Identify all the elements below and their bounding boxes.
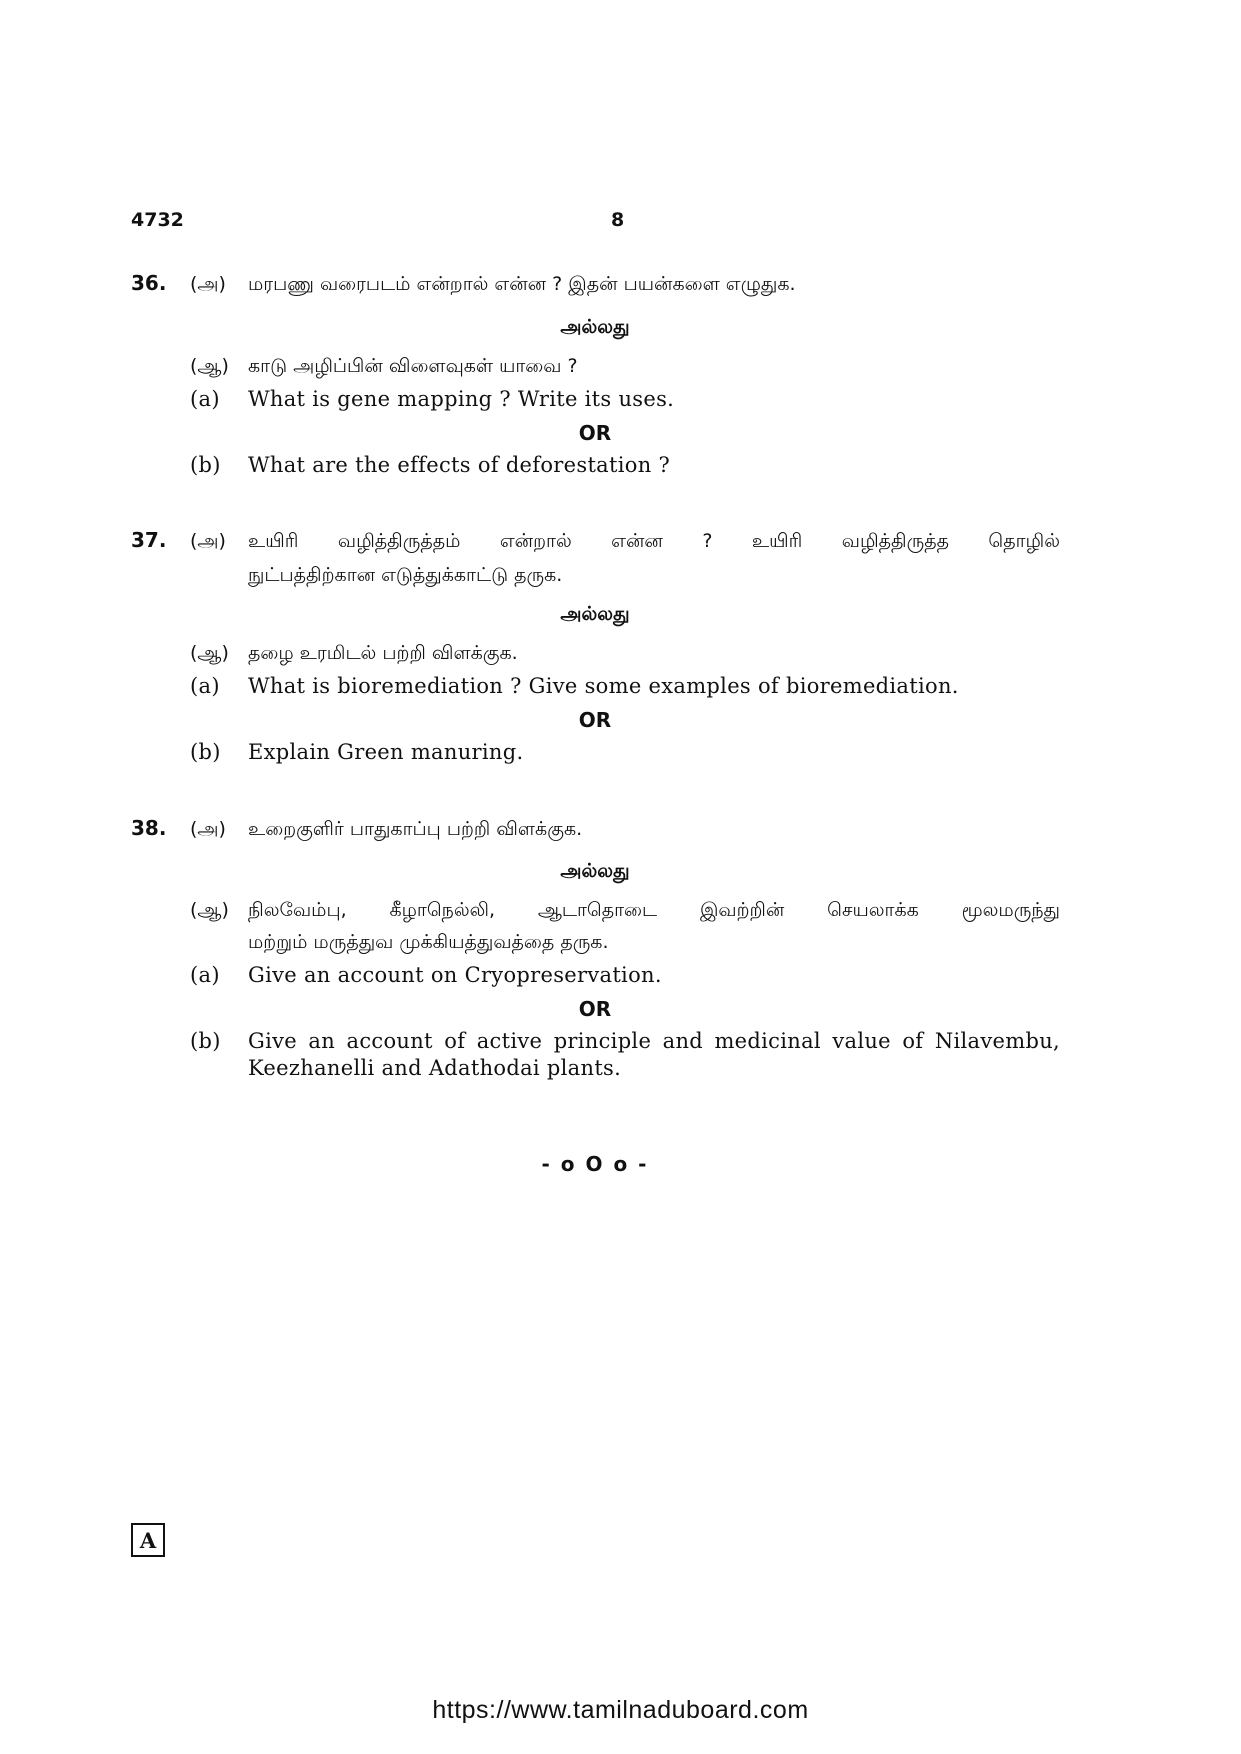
tamil-option-b-line1: நிலவேம்பு, கீழாநெல்லி, ஆடாதொடை இவற்றின் செயலாக்க மூலமருந்து: [248, 899, 1060, 921]
english-option-a-label: (a): [190, 963, 220, 987]
tamil-option-b-label: (ஆ): [190, 642, 229, 664]
english-option-b-label: (b): [190, 740, 221, 764]
english-option-a-label: (a): [190, 674, 220, 698]
tamil-or: அல்லது: [560, 316, 630, 338]
english-option-a: What is gene mapping ? Write its uses.: [248, 387, 675, 411]
question-number: 36.: [131, 271, 167, 295]
tamil-option-a-label: (அ): [190, 530, 226, 552]
tamil-or: அல்லது: [560, 860, 630, 882]
english-option-b: Explain Green manuring.: [248, 740, 524, 764]
tamil-option-a: மரபணு வரைபடம் என்றால் என்ன ? இதன் பயன்களை எழுதுக.: [248, 273, 796, 295]
tamil-option-a-line2: நுட்பத்திற்கான எடுத்துக்காட்டு தருக.: [248, 564, 563, 586]
end-of-paper-mark: - o O o -: [541, 1152, 649, 1176]
page-number: 8: [611, 209, 625, 231]
english-option-a: What is bioremediation ? Give some examples of bioremediation.: [248, 674, 959, 698]
tamil-option-a-label: (அ): [190, 273, 226, 295]
version-box: A: [131, 1523, 165, 1557]
english-option-b-label: (b): [190, 453, 221, 477]
english-or: OR: [578, 708, 612, 732]
english-option-b: What are the effects of deforestation ?: [248, 453, 671, 477]
tamil-option-b-label: (ஆ): [190, 355, 229, 377]
tamil-or: அல்லது: [560, 603, 630, 625]
tamil-option-b: காடு அழிப்பின் விளைவுகள் யாவை ?: [248, 355, 578, 377]
tamil-option-a-label: (அ): [190, 818, 226, 840]
english-or: OR: [578, 421, 612, 445]
tamil-option-b-line2: மற்றும் மருத்துவ முக்கியத்துவத்தை தருக.: [248, 931, 609, 953]
tamil-option-b-label: (ஆ): [190, 899, 229, 921]
english-option-a-label: (a): [190, 387, 220, 411]
english-option-b-label: (b): [190, 1029, 221, 1053]
english-option-a: Give an account on Cryopreservation.: [248, 963, 662, 987]
footer-url: https://www.tamilnaduboard.com: [432, 1696, 809, 1724]
question-number: 37.: [131, 528, 167, 552]
english-option-b-line1: Give an account of active principle and medicinal value of Nilavembu,: [248, 1029, 1060, 1053]
tamil-option-b: தழை உரமிடல் பற்றி விளக்குக.: [248, 642, 518, 664]
english-option-b-line2: Keezhanelli and Adathodai plants.: [248, 1056, 622, 1080]
paper-code: 4732: [131, 209, 184, 231]
question-number: 38.: [131, 816, 167, 840]
tamil-option-a-line1: உயிரி வழித்திருத்தம் என்றால் என்ன ? உயிரி வழித்திருத்த தொழில்: [248, 530, 1060, 552]
tamil-option-a: உறைகுளிர் பாதுகாப்பு பற்றி விளக்குக.: [248, 818, 583, 840]
english-or: OR: [578, 997, 612, 1021]
